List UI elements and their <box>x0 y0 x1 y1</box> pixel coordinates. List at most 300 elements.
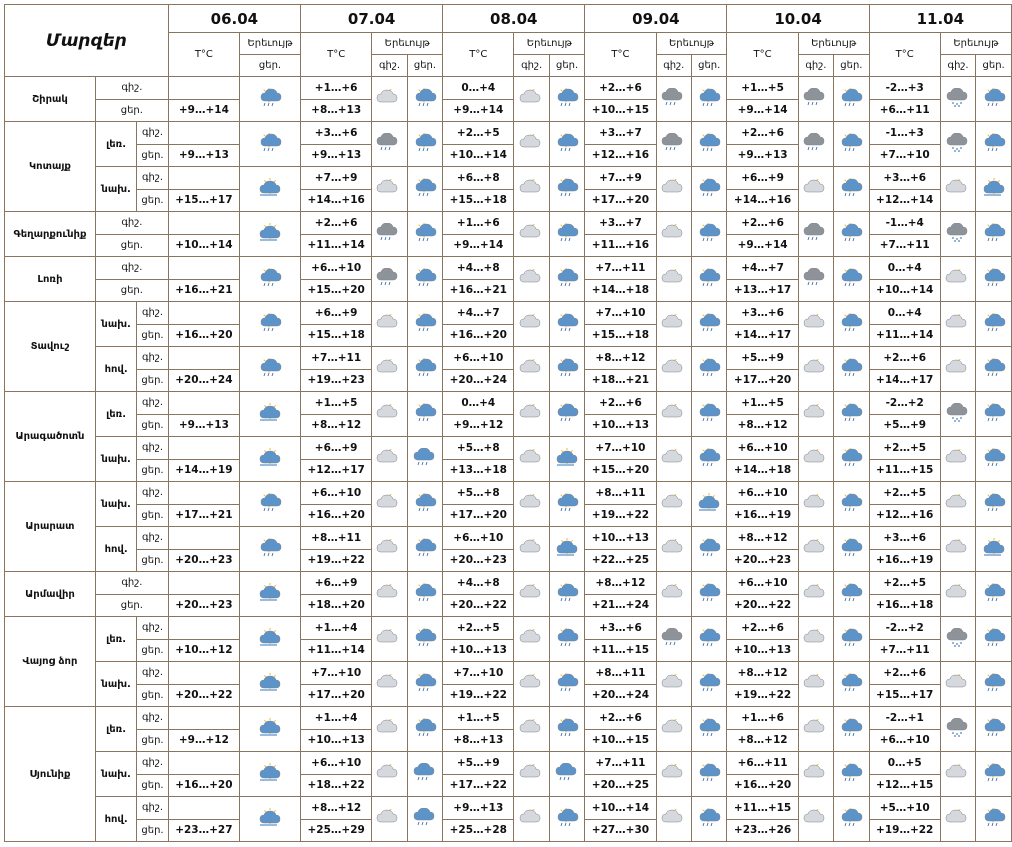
sun-cloud-rain-icon <box>412 403 438 425</box>
sun-cloud-icon <box>257 763 283 785</box>
weather-cell <box>834 572 869 617</box>
temp-cell: +6…+9 <box>727 167 798 190</box>
table-row <box>5 77 1012 100</box>
moon-cloud-icon <box>376 673 402 695</box>
sun-cloud-rain-icon <box>696 88 722 110</box>
sun-cloud-rain-icon <box>554 493 580 515</box>
temp-cell: +23…+27 <box>168 819 239 842</box>
weather-cell <box>407 752 442 797</box>
temp-cell: +20…+22 <box>443 594 514 617</box>
moon-cloud-icon <box>661 268 687 290</box>
weather-cell <box>692 122 727 167</box>
weather-cell <box>239 662 300 707</box>
subregion-label: լեռ. <box>95 392 136 437</box>
sun-cloud-rain-icon <box>838 808 864 830</box>
temp-cell: +22…+25 <box>585 549 656 572</box>
region-name: Տավուշ <box>5 302 96 392</box>
weather-cell <box>239 572 300 617</box>
temp-cell <box>168 617 239 640</box>
temp-cell: +16…+19 <box>869 549 940 572</box>
moon-cloud-icon <box>519 268 545 290</box>
temp-cell: -1…+4 <box>869 212 940 235</box>
time-of-day: գիշ. <box>137 797 168 820</box>
temp-cell: +11…+16 <box>585 234 656 257</box>
temp-cell: +2…+6 <box>301 212 372 235</box>
moon-cloud-icon <box>803 673 829 695</box>
temp-header: T°C <box>443 33 514 77</box>
sun-cloud-rain-icon <box>696 403 722 425</box>
weather-cell <box>372 77 407 122</box>
weather-cell <box>656 797 691 842</box>
temp-cell: +25…+28 <box>443 819 514 842</box>
weather-cell <box>239 752 300 797</box>
table-row <box>5 347 1012 370</box>
phenomena-header: Երեւույթ <box>656 33 727 55</box>
moon-cloud-rain-icon <box>376 223 402 245</box>
time-of-day: գիշ. <box>137 707 168 730</box>
temp-cell: +11…+15 <box>869 459 940 482</box>
temp-cell: +5…+10 <box>869 797 940 820</box>
weather-cell <box>514 482 549 527</box>
sun-cloud-rain-icon <box>412 718 438 740</box>
weather-cell <box>834 707 869 752</box>
weather-cell <box>239 392 300 437</box>
weather-cell <box>656 707 691 752</box>
temp-header: T°C <box>168 33 239 77</box>
time-of-day: ցեր. <box>137 144 168 167</box>
temp-cell: +8…+13 <box>301 99 372 122</box>
temp-cell: +18…+22 <box>301 774 372 797</box>
temp-cell: +15…+18 <box>301 324 372 347</box>
weather-cell <box>656 527 691 572</box>
moon-cloud-icon <box>945 763 971 785</box>
moon-cloud-icon <box>519 448 545 470</box>
temp-cell: +14…+16 <box>301 189 372 212</box>
moon-cloud-icon <box>945 178 971 200</box>
weather-cell <box>372 122 407 167</box>
weather-cell <box>372 662 407 707</box>
moon-cloud-rain-icon <box>661 88 687 110</box>
temp-cell: +2…+6 <box>585 707 656 730</box>
weather-cell <box>239 212 300 257</box>
weather-cell <box>407 662 442 707</box>
night-header: գիշ. <box>372 55 407 77</box>
temp-cell: +6…+9 <box>301 302 372 325</box>
moon-cloud-icon <box>661 403 687 425</box>
temp-cell <box>168 572 239 595</box>
sun-cloud-rain-icon <box>696 178 722 200</box>
temp-cell: +1…+6 <box>301 77 372 100</box>
sun-cloud-rain-icon <box>838 268 864 290</box>
date-header: 11.04 <box>869 5 1011 33</box>
temp-cell: +11…+14 <box>301 234 372 257</box>
temp-cell: +1…+4 <box>301 617 372 640</box>
sun-cloud-rain-icon <box>412 313 438 335</box>
temp-cell: +7…+11 <box>585 257 656 280</box>
weather-cell <box>239 797 300 842</box>
sun-cloud-icon <box>257 673 283 695</box>
weather-cell <box>692 257 727 302</box>
temp-cell: +7…+9 <box>301 167 372 190</box>
day-header: ցեր. <box>549 55 584 77</box>
temp-cell: +8…+12 <box>585 572 656 595</box>
subregion-label: հով. <box>95 347 136 392</box>
weather-cell <box>656 167 691 212</box>
weather-cell <box>407 392 442 437</box>
weather-cell <box>372 617 407 662</box>
subregion-label: լեռ. <box>95 122 136 167</box>
weather-cell <box>976 572 1012 617</box>
temp-cell: +5…+9 <box>869 414 940 437</box>
weather-cell <box>656 662 691 707</box>
temp-cell: +1…+6 <box>443 212 514 235</box>
weather-cell <box>976 122 1012 167</box>
temp-cell: +7…+11 <box>869 234 940 257</box>
temp-cell: 0…+4 <box>869 257 940 280</box>
temp-cell: +17…+20 <box>727 369 798 392</box>
temp-cell: +1…+5 <box>727 392 798 415</box>
sun-cloud-rain-icon <box>257 493 283 515</box>
weather-cell <box>514 347 549 392</box>
temp-cell: +9…+14 <box>727 99 798 122</box>
weather-cell <box>514 797 549 842</box>
weather-cell <box>692 212 727 257</box>
sun-cloud-rain-icon <box>838 133 864 155</box>
temp-cell: +16…+21 <box>168 279 239 302</box>
weather-cell <box>834 482 869 527</box>
temp-cell: +6…+11 <box>869 99 940 122</box>
moon-cloud-icon <box>803 178 829 200</box>
sun-cloud-rain-icon <box>838 628 864 650</box>
weather-cell <box>976 437 1012 482</box>
weather-cell <box>940 572 975 617</box>
temp-header: T°C <box>727 33 798 77</box>
temp-cell: +10…+12 <box>168 639 239 662</box>
sun-cloud-rain-icon <box>838 448 864 470</box>
time-of-day: գիշ. <box>137 122 168 145</box>
weather-cell <box>372 797 407 842</box>
region-name: Գեղարքունիք <box>5 212 96 257</box>
temp-cell: +5…+9 <box>727 347 798 370</box>
sun-cloud-rain-icon <box>412 88 438 110</box>
temp-cell: +10…+14 <box>168 234 239 257</box>
snow-cloud-icon <box>945 133 971 155</box>
region-name: Արմավիր <box>5 572 96 617</box>
moon-cloud-sun-icon <box>519 88 545 110</box>
moon-cloud-icon <box>803 358 829 380</box>
weather-cell <box>549 797 584 842</box>
weather-cell <box>549 482 584 527</box>
temp-cell: +8…+12 <box>301 414 372 437</box>
time-of-day: ցեր. <box>137 324 168 347</box>
temp-cell: +4…+8 <box>443 572 514 595</box>
moon-cloud-icon <box>803 403 829 425</box>
sun-cloud-rain-icon <box>554 358 580 380</box>
sun-cloud-rain-icon <box>981 403 1007 425</box>
temp-cell <box>168 302 239 325</box>
temp-cell: +12…+14 <box>869 189 940 212</box>
temp-cell: +7…+10 <box>869 144 940 167</box>
weather-cell <box>549 707 584 752</box>
weather-cell <box>372 572 407 617</box>
weather-cell <box>940 662 975 707</box>
table-row <box>5 212 1012 235</box>
moon-cloud-rain-icon <box>661 628 687 650</box>
temp-cell: +17…+20 <box>301 684 372 707</box>
temp-cell: +1…+6 <box>727 707 798 730</box>
sun-cloud-rain-icon <box>696 313 722 335</box>
temp-cell: +2…+5 <box>443 617 514 640</box>
temp-cell: +19…+22 <box>869 819 940 842</box>
time-of-day: գիշ. <box>137 752 168 775</box>
weather-cell <box>834 347 869 392</box>
moon-cloud-icon <box>519 808 545 830</box>
moon-cloud-icon <box>661 223 687 245</box>
sun-cloud-rain-icon <box>554 583 580 605</box>
weather-cell <box>549 752 584 797</box>
time-of-day: գիշ. <box>137 392 168 415</box>
temp-cell: +15…+17 <box>869 684 940 707</box>
weather-cell <box>798 707 833 752</box>
cloud-rain-icon <box>554 763 580 785</box>
weather-cell <box>976 302 1012 347</box>
temp-cell: +16…+20 <box>301 504 372 527</box>
weather-cell <box>940 347 975 392</box>
sun-cloud-rain-icon <box>412 583 438 605</box>
weather-cell <box>798 347 833 392</box>
weather-cell <box>940 302 975 347</box>
weather-cell <box>976 662 1012 707</box>
weather-cell <box>976 347 1012 392</box>
temp-cell: +9…+12 <box>443 414 514 437</box>
moon-cloud-icon <box>376 358 402 380</box>
moon-cloud-icon <box>661 763 687 785</box>
sun-cloud-icon <box>257 718 283 740</box>
sun-cloud-rain-icon <box>981 88 1007 110</box>
moon-cloud-icon <box>376 538 402 560</box>
weather-cell <box>239 437 300 482</box>
temp-cell: +5…+8 <box>443 437 514 460</box>
sun-cloud-rain-icon <box>696 808 722 830</box>
weather-cell <box>514 257 549 302</box>
time-of-day: ցեր. <box>137 819 168 842</box>
table-row <box>5 302 1012 325</box>
moon-cloud-icon <box>519 493 545 515</box>
sun-cloud-rain-icon <box>981 268 1007 290</box>
temp-cell: +16…+20 <box>168 324 239 347</box>
time-of-day: ցեր. <box>137 369 168 392</box>
sun-cloud-rain-icon <box>838 403 864 425</box>
weather-cell <box>976 617 1012 662</box>
temp-cell: +10…+14 <box>443 144 514 167</box>
temp-cell: +7…+10 <box>443 662 514 685</box>
moon-cloud-icon <box>376 808 402 830</box>
temp-cell: +9…+14 <box>168 99 239 122</box>
temp-cell: +7…+9 <box>585 167 656 190</box>
temp-cell: +8…+13 <box>443 729 514 752</box>
moon-cloud-rain-icon <box>803 223 829 245</box>
temp-cell: +5…+8 <box>443 482 514 505</box>
temp-cell: -1…+3 <box>869 122 940 145</box>
temp-cell: +9…+12 <box>168 729 239 752</box>
weather-cell <box>834 617 869 662</box>
region-name: Արագածոտն <box>5 392 96 482</box>
moon-cloud-icon <box>376 313 402 335</box>
weather-cell <box>407 302 442 347</box>
sun-cloud-rain-icon <box>257 313 283 335</box>
weather-cell <box>656 212 691 257</box>
time-of-day: ցեր. <box>95 594 168 617</box>
sun-cloud-rain-icon <box>981 358 1007 380</box>
moon-cloud-rain-icon <box>803 268 829 290</box>
temp-cell: +15…+18 <box>585 324 656 347</box>
time-of-day: ցեր. <box>95 99 168 122</box>
weather-cell <box>692 617 727 662</box>
weather-cell <box>976 212 1012 257</box>
day-header: ցեր. <box>976 55 1012 77</box>
time-of-day: ցեր. <box>137 729 168 752</box>
weather-cell <box>656 122 691 167</box>
temp-cell: +17…+20 <box>585 189 656 212</box>
time-of-day: գիշ. <box>95 572 168 595</box>
moon-cloud-icon <box>945 673 971 695</box>
time-of-day: գիշ. <box>137 437 168 460</box>
sun-cloud-rain-icon <box>981 493 1007 515</box>
moon-cloud-icon <box>803 583 829 605</box>
temp-cell: +17…+21 <box>168 504 239 527</box>
temp-cell: +20…+23 <box>168 549 239 572</box>
moon-cloud-icon <box>661 448 687 470</box>
moon-cloud-icon <box>661 178 687 200</box>
temp-cell: 0…+5 <box>869 752 940 775</box>
moon-cloud-icon <box>803 628 829 650</box>
sun-cloud-rain-icon <box>981 808 1007 830</box>
temp-cell: +9…+14 <box>443 99 514 122</box>
sun-cloud-icon <box>696 493 722 515</box>
temp-cell: +7…+10 <box>585 437 656 460</box>
temp-cell: 0…+4 <box>443 77 514 100</box>
weather-cell <box>549 662 584 707</box>
weather-cell <box>798 167 833 212</box>
weather-cell <box>372 482 407 527</box>
night-header: գիշ. <box>798 55 833 77</box>
moon-cloud-icon <box>376 583 402 605</box>
temp-cell: +8…+12 <box>727 414 798 437</box>
weather-cell <box>692 347 727 392</box>
moon-cloud-icon <box>519 673 545 695</box>
weather-cell <box>940 752 975 797</box>
temp-cell: +11…+14 <box>301 639 372 662</box>
temp-cell: +16…+21 <box>443 279 514 302</box>
sun-cloud-rain-icon <box>554 403 580 425</box>
temp-cell: +9…+13 <box>168 144 239 167</box>
temp-cell: +3…+6 <box>727 302 798 325</box>
sun-cloud-rain-icon <box>981 223 1007 245</box>
sun-cloud-rain-icon <box>696 133 722 155</box>
temp-cell: +6…+10 <box>727 482 798 505</box>
time-of-day: գիշ. <box>137 482 168 505</box>
sun-cloud-rain-icon <box>696 673 722 695</box>
moon-cloud-icon <box>945 268 971 290</box>
weather-cell <box>798 302 833 347</box>
moon-cloud-icon <box>376 88 402 110</box>
temp-cell: +19…+22 <box>585 504 656 527</box>
moon-cloud-icon <box>945 583 971 605</box>
weather-cell <box>798 482 833 527</box>
table-row <box>5 572 1012 595</box>
temp-cell <box>168 392 239 415</box>
sun-cloud-rain-icon <box>838 313 864 335</box>
temp-cell: +2…+5 <box>869 437 940 460</box>
time-of-day: ցեր. <box>95 279 168 302</box>
weather-cell <box>692 707 727 752</box>
temp-cell: +6…+10 <box>869 729 940 752</box>
temp-cell: +14…+18 <box>727 459 798 482</box>
weather-cell <box>407 482 442 527</box>
phenomena-header: Երեւույթ <box>372 33 443 55</box>
moon-cloud-icon <box>376 448 402 470</box>
cloud-rain-icon <box>412 763 438 785</box>
sun-cloud-rain-icon <box>696 763 722 785</box>
weather-cell <box>692 662 727 707</box>
weather-cell <box>656 302 691 347</box>
table-row <box>5 797 1012 820</box>
table-row <box>5 392 1012 415</box>
temp-cell: +10…+15 <box>585 729 656 752</box>
temp-cell: +10…+13 <box>301 729 372 752</box>
phenomena-header: Երեւույթ <box>239 33 300 55</box>
weather-cell <box>656 572 691 617</box>
temp-cell: +10…+13 <box>585 414 656 437</box>
region-name: Կոտայք <box>5 122 96 212</box>
moon-cloud-icon <box>945 358 971 380</box>
temp-cell: +2…+6 <box>727 617 798 640</box>
weather-cell <box>407 77 442 122</box>
sun-cloud-icon <box>257 583 283 605</box>
temp-cell: +14…+19 <box>168 459 239 482</box>
weather-cell <box>372 437 407 482</box>
region-name: Սյունիք <box>5 707 96 842</box>
weather-cell <box>407 527 442 572</box>
temp-cell: +12…+16 <box>585 144 656 167</box>
region-name: Արարատ <box>5 482 96 572</box>
sun-cloud-rain-icon <box>696 628 722 650</box>
sun-cloud-icon <box>257 223 283 245</box>
temp-cell: +11…+14 <box>869 324 940 347</box>
weather-cell <box>514 392 549 437</box>
moon-cloud-icon <box>661 718 687 740</box>
sun-cloud-icon <box>257 628 283 650</box>
moon-cloud-icon <box>519 358 545 380</box>
weather-cell <box>514 167 549 212</box>
moon-cloud-icon <box>519 223 545 245</box>
temp-cell: +9…+13 <box>301 144 372 167</box>
weather-cell <box>239 707 300 752</box>
moon-cloud-icon <box>661 493 687 515</box>
subregion-label: նախ. <box>95 167 136 212</box>
moon-cloud-icon <box>945 808 971 830</box>
temp-cell: +7…+10 <box>585 302 656 325</box>
temp-cell: +7…+11 <box>869 639 940 662</box>
temp-cell: +9…+13 <box>443 797 514 820</box>
weather-cell <box>372 347 407 392</box>
temp-cell: +14…+16 <box>727 189 798 212</box>
temp-cell: -2…+2 <box>869 392 940 415</box>
temp-cell: +2…+6 <box>869 347 940 370</box>
temp-cell: +2…+6 <box>585 77 656 100</box>
temp-cell: +10…+13 <box>443 639 514 662</box>
weather-cell <box>514 752 549 797</box>
